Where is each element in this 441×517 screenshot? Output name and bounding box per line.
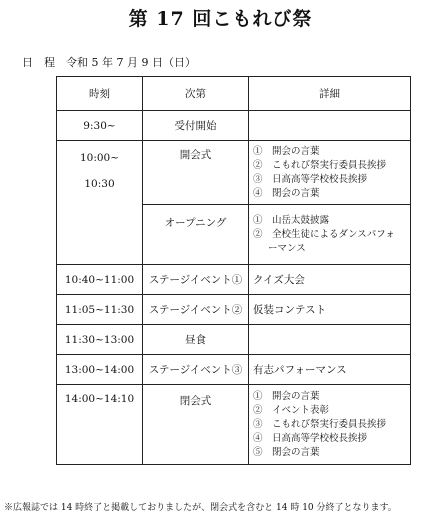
row-detail [249,111,411,141]
table-row [57,325,411,355]
row-step: 閉会式 [143,385,249,465]
row-detail: クイズ大会 [249,265,411,295]
row-time: 11:30~13:00 [57,325,143,355]
footnote: ※広報誌では 14 時終了と掲載しておりましたが、閉会式を含むと 14 時 10 分終了となります。 [4,503,397,513]
detail-item: ② こもれび祭実行委員長挨拶 [253,159,387,171]
row-time: 14:00~14:10 [57,385,143,465]
row-time: 11:05~11:30 [57,295,143,325]
table-row [57,265,411,295]
detail-item: ④ 閉会の言葉 [253,187,320,199]
page-title: 第 17 回こもれび祭 [128,8,313,30]
row-step: 開会式 [143,141,249,205]
row-step: ステージイベント③ [143,355,249,385]
date-row [22,54,196,70]
table-row [57,295,411,325]
row-time-start: 10:00~ [79,152,120,164]
row-time: 13:00~14:00 [57,355,143,385]
row-time: 10:40~11:00 [57,265,143,295]
row-detail [249,205,411,265]
row-time-end: 10:30 [84,178,115,190]
detail-item: ② 全校生徒によるダンスパフォ [253,228,395,240]
detail-item: ① 山岳太鼓披露 [253,214,330,226]
row-detail: 仮装コンテスト [249,295,411,325]
row-step: 昼食 [143,325,249,355]
table-header-row [57,77,411,111]
detail-item: ーマンス [268,242,306,254]
table-row [57,385,411,465]
table-row [57,111,411,141]
row-detail [249,385,411,465]
date-label: 日 程 [22,56,55,69]
row-time: 9:30~ [57,111,143,141]
detail-item: ③ こもれび祭実行委員長挨拶 [253,418,387,430]
table-row [57,355,411,385]
row-detail [249,141,411,205]
row-step: 受付開始 [143,111,249,141]
schedule-table [56,76,411,465]
detail-item: ④ 日高高等学校校長挨拶 [253,432,368,444]
detail-item: ① 開会の言葉 [253,390,320,402]
row-step: オープニング [143,205,249,265]
row-detail: 有志パフォーマンス [249,355,411,385]
header-time: 時刻 [57,77,143,111]
date-value: 令和 5 年 7 月 9 日（日） [66,56,196,69]
row-detail [249,325,411,355]
row-step: ステージイベント② [143,295,249,325]
row-time [57,141,143,265]
header-detail: 詳細 [249,77,411,111]
table-row [57,141,411,205]
detail-item: ① 開会の言葉 [253,145,320,157]
row-step: ステージイベント① [143,265,249,295]
detail-item: ② イベント表彰 [253,404,330,416]
header-step: 次第 [143,77,249,111]
detail-item: ③ 日高高等学校校長挨拶 [253,173,368,185]
detail-item: ⑤ 閉会の言葉 [253,446,320,458]
